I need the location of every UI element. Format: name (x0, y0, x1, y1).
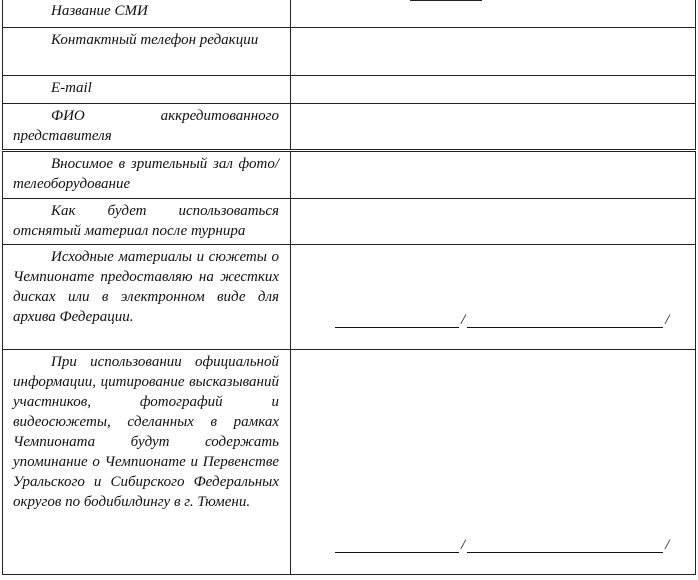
form-row-material-usage (3, 199, 696, 245)
form-row-representative (3, 104, 696, 150)
email-field[interactable] (291, 76, 696, 104)
label-cell (3, 152, 291, 199)
official-info-label: При использовании официальной информации, цитирование высказываний участников, фотографий и видеосюжеты, сделанных в рамках Чемпионата будут содержать упоминание о Чемпионате и Первенстве Уральского и Сибирского Федеральных округов по бодибилдингу в г. Тюмени. (13, 354, 279, 510)
signature-blank[interactable] (335, 313, 459, 328)
form-row-email (3, 76, 696, 104)
signature-end: / (665, 312, 670, 328)
label-cell (3, 76, 291, 104)
contact-phone-field[interactable] (291, 28, 696, 76)
label-cell (3, 0, 291, 28)
media-name-label: Название СМИ (51, 3, 148, 19)
contact-phone-label: Контактный телефон редакции (51, 32, 259, 48)
equipment-field[interactable] (291, 152, 696, 199)
form-row-archive-materials (3, 245, 696, 350)
label-cell (3, 245, 291, 350)
label-cell (3, 350, 291, 575)
signature-blank[interactable] (335, 538, 459, 553)
media-name-field[interactable] (291, 0, 696, 28)
name-blank[interactable] (467, 313, 663, 328)
signature-end: / (665, 537, 670, 553)
email-label: E-mail (51, 80, 92, 96)
representative-label: ФИО аккредитованного представителя (13, 108, 279, 144)
signature-separator: / (461, 537, 466, 553)
signature-line (335, 537, 671, 553)
signature-separator: / (461, 312, 466, 328)
name-blank[interactable] (467, 538, 663, 553)
official-info-signature-cell (291, 350, 696, 575)
label-cell (3, 104, 291, 150)
form-row-official-info (3, 350, 696, 575)
equipment-label: Вносимое в зрительный зал фото/телеоборудование (13, 156, 279, 192)
label-cell (3, 199, 291, 245)
form-row-equipment (3, 152, 696, 199)
material-usage-field[interactable] (291, 199, 696, 245)
form-row-contact-phone (3, 28, 696, 76)
material-usage-label: Как будет использоваться отснятый материал после турнира (13, 203, 279, 239)
accreditation-form-table (2, 0, 696, 575)
signature-line (335, 312, 671, 328)
representative-field[interactable] (291, 104, 696, 150)
archive-signature-cell (291, 245, 696, 350)
label-cell (3, 28, 291, 76)
form-row-media-name (3, 0, 696, 28)
archive-materials-label: Исходные материалы и сюжеты о Чемпионате предоставляю на жестких дисках или в электронном виде для архива Федерации. (13, 249, 279, 325)
